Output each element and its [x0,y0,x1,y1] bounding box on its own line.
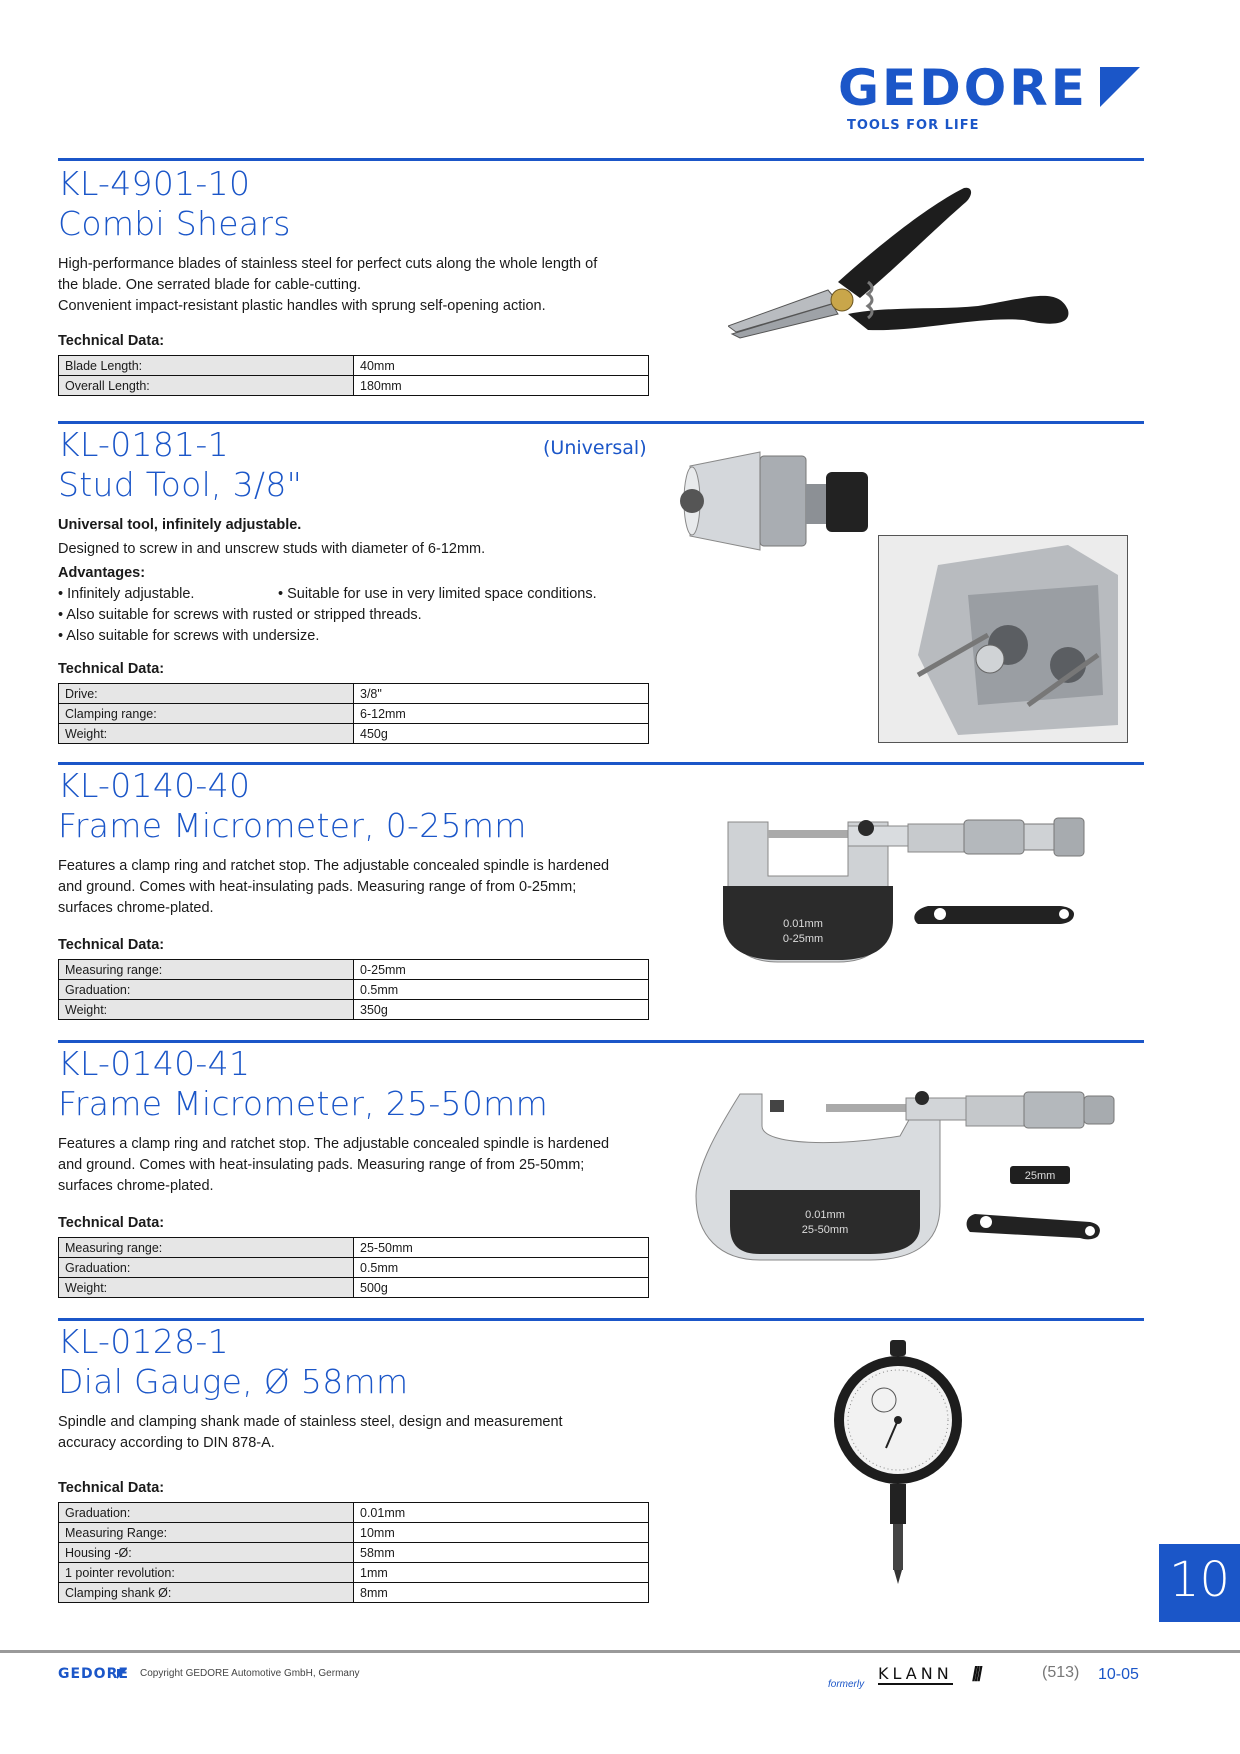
technical-data-label: Technical Data: [58,661,165,677]
product-code: KL-4901-10 [58,164,251,203]
product-code: KL-0128-1 [58,1322,229,1361]
product-title: Frame Micrometer, 25-50mm [58,1084,549,1123]
advantage-item: • Also suitable for screws with undersize. [58,628,320,644]
spec-key: Clamping shank Ø: [59,1583,354,1603]
spec-value: 10mm [354,1523,649,1543]
description-line: surfaces chrome-plated. [58,1178,214,1194]
micrometer-label-range: 0-25mm [782,933,824,945]
advantages-label: Advantages: [58,565,146,581]
micrometer-0-25-image [718,810,1098,970]
spec-key: Clamping range: [59,704,354,724]
product-kl-0128-1 [58,1322,1144,1603]
spec-key: Weight: [59,1000,354,1020]
spec-table [58,1237,649,1298]
advantage-item: • Infinitely adjustable. [58,586,195,602]
advantage-item: • Also suitable for screws with rusted or stripped threads. [58,607,422,623]
spec-value: 40mm [354,356,649,376]
spec-value: 6-12mm [354,704,649,724]
product-tag: (Universal) [543,437,647,459]
logo-wordmark: GEDORE [838,59,1088,117]
product-description [58,1134,648,1197]
logo-tagline: TOOLS FOR LIFE [847,118,980,133]
spec-key: Measuring Range: [59,1523,354,1543]
table-row [59,356,649,376]
spec-table [58,959,649,1020]
stud-tool-application-photo [878,535,1128,743]
section-divider [58,1040,1144,1043]
spec-value: 0.5mm [354,1258,649,1278]
description-line: the blade. One serrated blade for cable-cutting. [58,277,362,293]
chapter-number: 10 [1168,1552,1231,1608]
footer-formerly: formerly [828,1679,865,1690]
table-row [59,1258,649,1278]
klann-slashes-icon: /// [972,1664,980,1686]
product-code: KL-0140-41 [58,1044,251,1083]
spec-key: 1 pointer revolution: [59,1563,354,1583]
footer-divider [0,1650,1240,1653]
table-row [59,1238,649,1258]
dial-gauge-image [830,1338,970,1588]
footer-gedore-logo: GEDORE [58,1666,129,1682]
table-row [59,960,649,980]
product-description [58,515,648,647]
table-row [59,1000,649,1020]
footer-page-number: 10-05 [1098,1666,1139,1683]
micrometer-25-50-image [690,1086,1120,1270]
spec-key: Blade Length: [59,356,354,376]
spec-table [58,1502,649,1603]
footer-catalog-number: (513) [1042,1664,1080,1681]
table-row [59,1543,649,1563]
setting-standard-label: 25mm [1024,1170,1056,1182]
description-line: High-performance blades of stainless steel for perfect cuts along the whole length of [58,256,598,272]
micrometer-label-range: 25-50mm [801,1224,849,1236]
description-line: and ground. Comes with heat-insulating pads. Measuring range of from 0-25mm; [58,879,577,895]
footer-copyright: Copyright GEDORE Automotive GmbH, Germany [140,1668,360,1679]
logo-flag-icon [1100,67,1140,107]
table-row [59,1278,649,1298]
technical-data-label: Technical Data: [58,1215,165,1231]
spec-key: Drive: [59,684,354,704]
spec-value: 350g [354,1000,649,1020]
table-row [59,1523,649,1543]
description-headline: Universal tool, infinitely adjustable. [58,517,302,533]
chapter-tab [1159,1544,1240,1622]
product-description [58,856,648,919]
description-line: and ground. Comes with heat-insulating pads. Measuring range of from 25-50mm; [58,1157,585,1173]
product-description [58,254,648,317]
table-row [59,1563,649,1583]
spec-value: 0-25mm [354,960,649,980]
section-divider [58,1318,1144,1321]
description-line: Features a clamp ring and ratchet stop. The adjustable concealed spindle is hardened [58,858,610,874]
table-row [59,724,649,744]
micrometer-label-graduation: 0.01mm [783,918,823,930]
spec-key: Measuring range: [59,1238,354,1258]
table-row [59,376,649,396]
spec-key: Graduation: [59,1258,354,1278]
description-line: accuracy according to DIN 878-A. [58,1435,275,1451]
product-description [58,1412,648,1454]
spec-value: 500g [354,1278,649,1298]
technical-data-label: Technical Data: [58,1480,165,1496]
technical-data-label: Technical Data: [58,937,165,953]
section-divider [58,421,1144,424]
spec-value: 58mm [354,1543,649,1563]
description-line: Designed to screw in and unscrew studs with diameter of 6-12mm. [58,541,486,557]
table-row [59,684,649,704]
table-row [59,980,649,1000]
gedore-logo [838,60,1148,140]
spec-value: 450g [354,724,649,744]
spec-key: Weight: [59,1278,354,1298]
product-code: KL-0140-40 [58,766,251,805]
table-row [59,1503,649,1523]
product-title: Dial Gauge, Ø 58mm [58,1362,409,1401]
section-divider [58,762,1144,765]
description-line: Features a clamp ring and ratchet stop. The adjustable concealed spindle is hardened [58,1136,610,1152]
stud-tool-image [680,446,880,556]
description-line: Spindle and clamping shank made of stainless steel, design and measurement [58,1414,563,1430]
table-row [59,1583,649,1603]
spec-key: Weight: [59,724,354,744]
advantage-row [58,584,648,605]
spec-key: Graduation: [59,1503,354,1523]
footer-klann-logo: KLANN [878,1664,953,1683]
micrometer-label-graduation: 0.01mm [805,1209,845,1221]
advantage-item: • Suitable for use in very limited space conditions. [278,586,597,602]
section-divider [58,158,1144,161]
spec-table [58,683,649,744]
description-line: surfaces chrome-plated. [58,900,214,916]
product-title: Combi Shears [58,204,291,243]
technical-data-label: Technical Data: [58,333,165,349]
spec-value: 1mm [354,1563,649,1583]
spec-key: Graduation: [59,980,354,1000]
spec-value: 8mm [354,1583,649,1603]
spec-value: 25-50mm [354,1238,649,1258]
spec-key: Overall Length: [59,376,354,396]
product-title: Frame Micrometer, 0-25mm [58,806,527,845]
footer-flag-icon [117,1669,127,1679]
spec-table [58,355,649,396]
product-title: Stud Tool, 3/8" [58,465,303,504]
spec-value: 0.01mm [354,1503,649,1523]
spec-value: 0.5mm [354,980,649,1000]
spec-value: 180mm [354,376,649,396]
description-line: Convenient impact-resistant plastic handles with sprung self-opening action. [58,298,546,314]
product-code: KL-0181-1 [58,425,229,464]
spec-key: Measuring range: [59,960,354,980]
table-row [59,704,649,724]
combi-shears-image [728,186,1078,376]
spec-value: 3/8" [354,684,649,704]
spec-key: Housing -Ø: [59,1543,354,1563]
